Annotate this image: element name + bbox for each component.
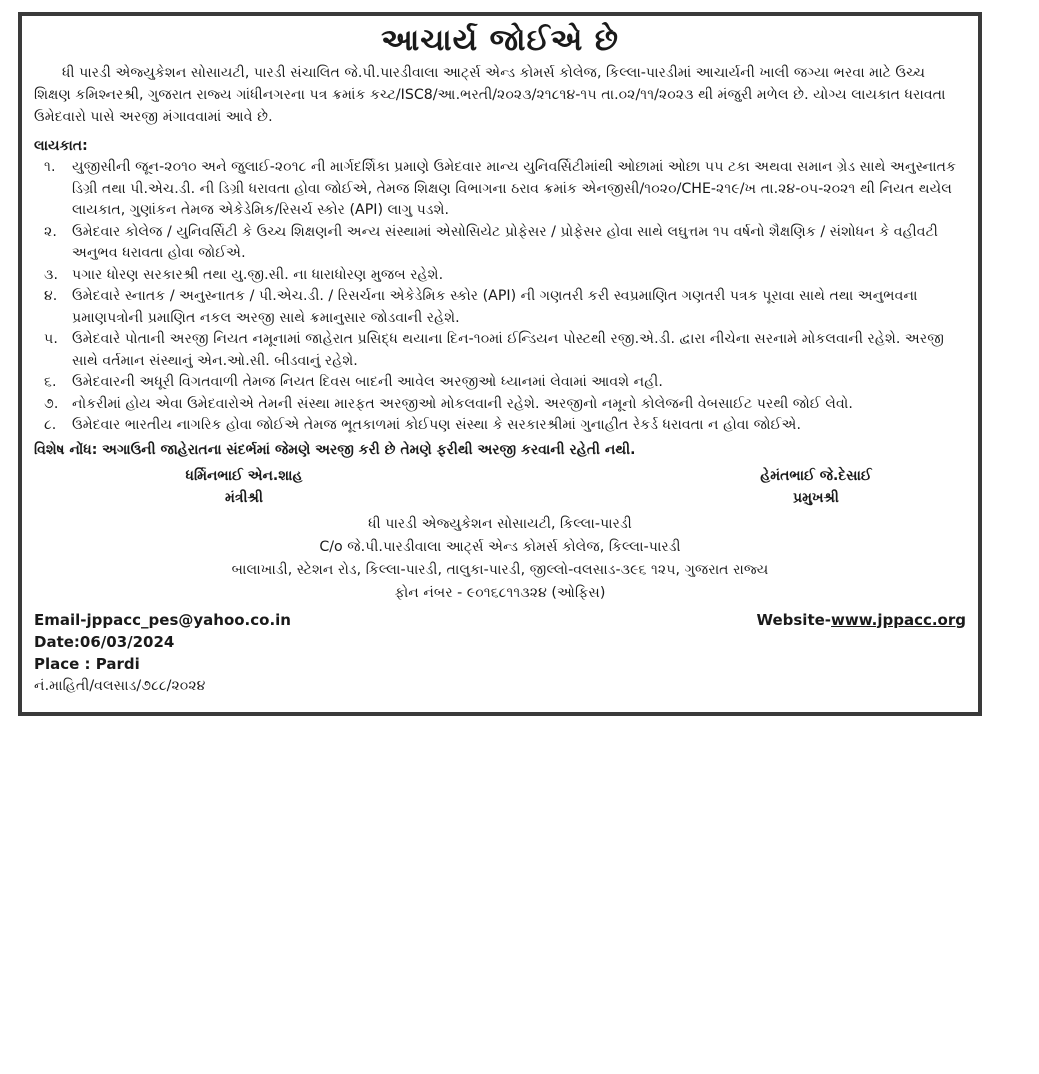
list-item-text: નોકરીમાં હોય એવા ઉમેદવારોએ તેમની સંસ્થા મારફત અરજીઓ મોકલવાની રહેશે. અરજીનો નમૂનો કોલેજની વેબસાઈટ પરથી જોઈ લેવો. bbox=[72, 395, 853, 412]
list-item-number: ૧. bbox=[44, 159, 56, 175]
special-note: વિશેષ નોંધ: અગાઉની જાહેરાતના સંદર્ભમાં જેમણે અરજી કરી છે તેમણે ફરીથી અરજી કરવાની રહેતી નથી. bbox=[34, 441, 636, 458]
qualifications-heading: લાયકાત: bbox=[34, 138, 88, 154]
list-item bbox=[34, 222, 966, 265]
org-phone-line: ફોન નંબર - ૯૦૧૬૮૧૧૩૨૪ (ઓફિસ) bbox=[394, 584, 606, 601]
organization-address bbox=[34, 513, 966, 605]
list-item-number: ૩. bbox=[44, 266, 58, 283]
page-title: આચાર્ય જોઈએ છે bbox=[381, 23, 619, 58]
list-item bbox=[34, 265, 966, 287]
intro-paragraph: ધી પારડી એજ્યુકેશન સોસાયટી, પારડી સંચાલિત જે.પી.પારડીવાલા આર્ટ્સ એન્ડ કોમર્સ કોલેજ, કિલ્લા-પારડીમાં આચાર્યની ખાલી જગ્યા ભરવા માટે ઉચ્ચ શિક્ષણ કમિશ્નરશ્રી, ગુજરાત રાજ્ય ગાંધીનગરના પત્ર ક્રમાંક કચ્ટ/ISC8/આ.ભરતી/૨૦૨૩/૨૧૮૧૪-૧૫ તા.૦૨/૧૧/૨૦૨૩ થી મંજુરી મળેલ છે. યોગ્ય લાયકાત ધરાવતા ઉમેદવારો પાસે અરજી મંગાવવામાં આવે છે. bbox=[34, 65, 946, 125]
list-item bbox=[34, 329, 966, 372]
list-item-text: ઉમેદવાર કોલેજ / યુનિવર્સિટી કે ઉચ્ચ શિક્ષણની અન્ય સંસ્થામાં એસોસિયેટ પ્રોફેસર / પ્રોફેસર હોવા સાથે લઘુત્તમ ૧૫ વર્ષનો શૈક્ષણિક / સંશોધન કે વહીવટી અનુભવ ધરાવતા હોવા જોઈએ. bbox=[72, 223, 938, 261]
list-item-number: ૮. bbox=[44, 417, 57, 433]
website-link[interactable]: www.jppacc.org bbox=[831, 610, 966, 629]
list-item-number: ૬. bbox=[44, 374, 57, 390]
org-college-line: C/o જે.પી.પારડીવાલા આર્ટ્સ એન્ડ કોમર્સ કોલેજ, કિલ્લા-પારડી bbox=[319, 538, 681, 555]
list-item-number: ૪. bbox=[44, 288, 58, 304]
signatory-president bbox=[736, 465, 896, 509]
org-address-line: બાલાખાડી, સ્ટેશન રોડ, કિલ્લા-પારડી, તાલુકા-પારડી, જીલ્લો-વલસાડ-૩૯૬ ૧૨૫, ગુજરાત રાજ્ય bbox=[231, 561, 769, 578]
signatories bbox=[34, 465, 966, 511]
list-item-text: ઉમેદવારે સ્નાતક / અનુસ્નાતક / પી.એચ.ડી. / રિસર્ચના એકેડેમિક સ્કોર (API) ની ગણતરી કરી સ્વપ્રમાણિત ગણતરી પત્રક પૂરાવા સાથે તથા અનુભવના પ્રમાણપત્રોની પ્રમાણિત નકલ અરજી સાથે ક્રમાનુસાર જોડવાની રહેશે. bbox=[72, 288, 918, 326]
org-name-line: ધી પારડી એજ્યુકેશન સોસાયટી, કિલ્લા-પારડી bbox=[368, 515, 632, 532]
website-text bbox=[756, 609, 966, 631]
qualifications-list bbox=[34, 157, 966, 437]
list-item bbox=[34, 286, 966, 329]
list-item-number: ૫. bbox=[44, 331, 58, 347]
list-item-text: ઉમેદવારે પોતાની અરજી નિયત નમૂનામાં જાહેરાત પ્રસિદ્ધ થયાના દિન-૧૦માં ઈન્ડિયન પોસ્ટથી રજી.એ.ડી. દ્વારા નીચેના સરનામે મોકલવાની રહેશે. અરજી સાથે વર્તમાન સંસ્થાનું એન.ઓ.સી. બીડવાનું રહેશે. bbox=[72, 331, 945, 369]
signatory-secretary bbox=[154, 465, 334, 509]
place-line: Place : Pardi bbox=[34, 654, 140, 673]
list-item bbox=[34, 415, 966, 437]
contact-row bbox=[34, 609, 966, 631]
list-item-text: ઉમેદવાર ભારતીય નાગરિક હોવા જોઈએ તેમજ ભૂતકાળમાં કોઈપણ સંસ્થા કે સરકારશ્રીમાં ગુનાહીત રેકર્ડ ધરાવતા ન હોવા જોઈએ. bbox=[72, 417, 801, 433]
list-item-text: યુજીસીની જૂન-૨૦૧૦ અને જુલાઈ-૨૦૧૮ ની માર્ગદર્શિકા પ્રમાણે ઉમેદવાર માન્ય યુનિવર્સિટીમાંથી ઓછામાં ઓછા ૫૫ ટકા અથવા સમાન ગ્રેડ સાથે અનુસ્નાતક ડિગ્રી તથા પી.એચ.ડી. ની ડિગ્રી ધરાવતા હોવા જોઈએ, તેમજ શિક્ષણ વિભાગના ઠરાવ ક્રમાંક એનજીસી/૧૦૨૦/CHE-૨૧૯/ખ તા.૨૪-૦૫-૨૦૨૧ થી નિયત થયેલ લાયકાત, ગુણાંકન તેમજ એકેડેમિક/રિસર્ચ સ્કોર (API) લાગુ પડશે. bbox=[72, 159, 957, 218]
advertisement-box bbox=[18, 12, 982, 716]
list-item bbox=[34, 372, 966, 394]
list-item-text: ઉમેદવારની અધૂરી વિગતવાળી તેમજ નિયત દિવસ બાદની આવેલ અરજીઓ ધ્યાનમાં લેવામાં આવશે નહી. bbox=[72, 374, 663, 390]
list-item-number: ૭. bbox=[44, 395, 59, 412]
list-item bbox=[34, 157, 966, 222]
date-line: Date:06/03/2024 bbox=[34, 632, 175, 651]
signatory-name: ધર્મિનભાઈ એન.શાહ bbox=[185, 467, 303, 484]
email-text: Email-jppacc_pes@yahoo.co.in bbox=[34, 610, 291, 629]
signatory-name: હેમંતભાઈ જે.દેસાઈ bbox=[760, 467, 872, 484]
list-item-number: ૨. bbox=[44, 223, 57, 240]
website-label: Website- bbox=[756, 610, 832, 629]
list-item bbox=[34, 394, 966, 416]
signatory-title: મંત્રીશ્રી bbox=[225, 489, 263, 506]
reference-number: નં.માહિતી/વલસાડ/૭૮૮/૨૦૨૪ bbox=[34, 677, 206, 694]
list-item-text: પગાર ધોરણ સરકારશ્રી તથા યુ.જી.સી. ના ધારાધોરણ મુજબ રહેશે. bbox=[72, 266, 444, 283]
signatory-title: પ્રમુખશ્રી bbox=[793, 489, 839, 506]
